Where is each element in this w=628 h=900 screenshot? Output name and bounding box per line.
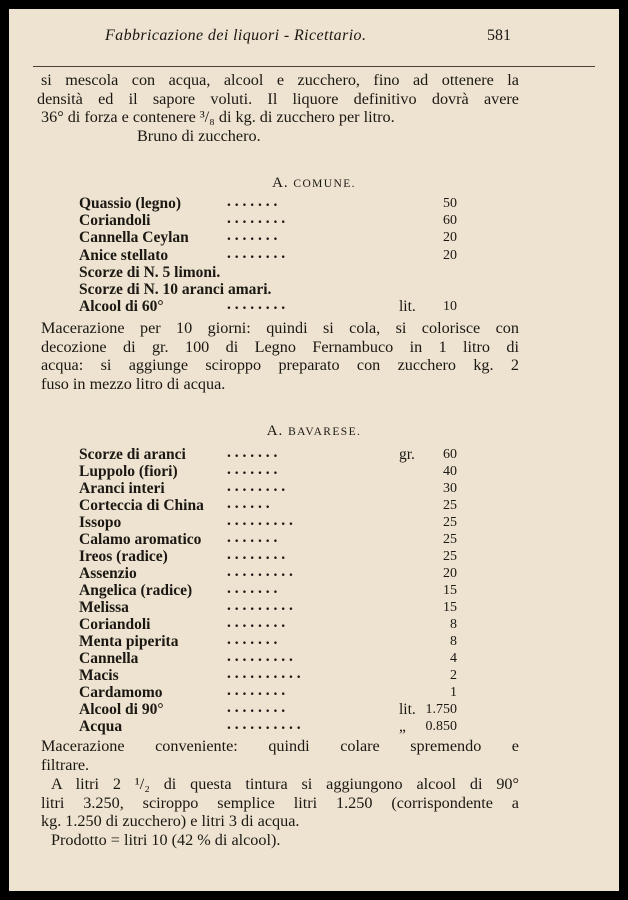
- method-line: Macerazione conveniente: quindi colare spremendo e: [41, 737, 519, 755]
- ingredient-name: Macis: [79, 667, 119, 684]
- ingredient-name: Cardamomo: [79, 684, 163, 701]
- ingredient-row: [79, 264, 499, 281]
- leader-dots: . . . . . . . .: [227, 699, 286, 716]
- ingredient-quantity: 25: [443, 515, 457, 530]
- ingredient-quantity: 10: [443, 299, 457, 315]
- ingredient-name: Angelica (radice): [79, 582, 193, 599]
- section-word: BAVARESE.: [288, 426, 362, 438]
- method-line: Macerazione per 10 giorni: quindi si cola, si colorisce con: [41, 319, 519, 337]
- leader-dots: . . . . . . . . . .: [227, 665, 301, 682]
- section-word: COMUNE.: [293, 178, 356, 190]
- ingredient-name: Alcool di 90°: [79, 701, 164, 718]
- ingredient-quantity: 25: [443, 532, 457, 547]
- recipe-heading-bruno: Bruno di zucchero.: [137, 127, 261, 145]
- intro-line: 36° di forza e contenere ³/₈ di kg. di zucchero per litro.: [41, 108, 395, 126]
- ingredient-name: Cannella Ceylan: [79, 229, 189, 247]
- addition-line: litri 3.250, sciroppo semplice litri 1.250 (corrispondente a: [41, 793, 519, 812]
- section-title-bavarese: [9, 423, 619, 440]
- ingredient-quantity: 60: [443, 447, 457, 462]
- ingredient-name: Anice stellato: [79, 246, 169, 264]
- ingredient-name: Alcool di 60°: [79, 298, 164, 316]
- method-paragraph-bavarese: [41, 737, 519, 774]
- method-line: fuso in mezzo litro di acqua.: [41, 374, 226, 393]
- ingredient-quantity: 15: [443, 583, 457, 598]
- method-line: decozione di gr. 100 di Legno Fernambuco in 1 litro di: [41, 337, 519, 356]
- ingredient-quantity: 50: [443, 196, 457, 211]
- method-line: acqua: si aggiunge sciroppo preparato con zucchero kg. 2: [41, 356, 519, 374]
- ingredient-quantity: 30: [443, 481, 457, 496]
- ingredient-quantity: 40: [443, 464, 457, 479]
- ingredient-name: Coriandoli: [79, 616, 151, 633]
- product-line: [41, 831, 519, 850]
- ingredient-unit: lit.: [399, 298, 416, 316]
- leader-dots: . . . . . . .: [227, 529, 278, 546]
- leader-dots: . . . . . . . .: [227, 210, 286, 228]
- leader-dots: . . . . . . . .: [227, 244, 286, 262]
- ingredient-quantity: 2: [450, 668, 457, 683]
- section-letter: A.: [272, 175, 289, 191]
- section-letter: A.: [266, 423, 284, 439]
- ingredient-unit: gr.: [399, 446, 415, 463]
- ingredient-quantity: 20: [443, 566, 457, 581]
- leader-dots: . . . . . . . .: [227, 682, 286, 699]
- ingredient-name: Melissa: [79, 599, 129, 616]
- ingredient-quantity: 25: [443, 498, 457, 513]
- ingredient-quantity: 1: [450, 685, 457, 700]
- addition-line: kg. 1.250 di zucchero) e litri 3 di acqua.: [41, 812, 300, 830]
- header-rule: [33, 66, 595, 67]
- leader-dots: . . . . . . . . .: [227, 512, 293, 529]
- ingredient-unit: „: [399, 718, 406, 735]
- leader-dots: . . . . . . . .: [227, 478, 286, 495]
- leader-dots: . . . . . . . . .: [227, 563, 293, 580]
- ingredient-name: Scorze di aranci: [79, 446, 186, 463]
- ingredient-name: Aranci interi: [79, 480, 165, 497]
- addition-line: A litri 2 ¹/₂ di questa tintura si aggiungono alcool di 90°: [51, 775, 519, 793]
- leader-dots: . . . . . .: [227, 495, 270, 512]
- leader-dots: . . . . . . . .: [227, 546, 286, 563]
- ingredient-quantity: 20: [443, 247, 457, 263]
- ingredient-quantity: 0.850: [425, 719, 457, 734]
- ingredient-quantity: 60: [443, 213, 457, 229]
- ingredient-name: Scorze di N. 10 aranci amari.: [79, 281, 272, 298]
- book-page: [9, 9, 619, 891]
- ingredient-quantity: 20: [443, 230, 457, 246]
- leader-dots: . . . . . . . . .: [227, 597, 293, 614]
- ingredient-name: Scorze di N. 5 limoni.: [79, 263, 221, 281]
- intro-line: densità ed il sapore voluti. Il liquore definitivo dovrà avere: [37, 89, 519, 108]
- ingredient-name: Menta piperita: [79, 633, 179, 650]
- ingredient-quantity: 15: [443, 600, 457, 615]
- ingredient-quantity: 1.750: [425, 702, 457, 717]
- ingredient-name: Cannella: [79, 650, 139, 667]
- ingredient-name: Coriandoli: [79, 212, 151, 230]
- method-line: filtrare.: [41, 755, 90, 774]
- ingredient-name: Quassio (legno): [79, 195, 182, 212]
- addition-paragraph: [41, 775, 519, 831]
- page-header: [9, 25, 619, 55]
- intro-paragraph: [37, 71, 519, 127]
- leader-dots: . . . . . . . .: [227, 296, 286, 314]
- ingredient-row: [79, 244, 499, 264]
- leader-dots: . . . . . . .: [227, 631, 278, 648]
- ingredient-name: Assenzio: [79, 565, 137, 582]
- section-title-comune: [9, 175, 619, 192]
- ingredient-quantity: 4: [450, 651, 457, 666]
- ingredient-row: [79, 718, 499, 735]
- leader-dots: . . . . . . . .: [227, 614, 286, 631]
- ingredient-quantity: 25: [443, 549, 457, 564]
- ingredient-quantity: 8: [450, 617, 457, 632]
- page-number: 581: [487, 27, 511, 44]
- ingredient-unit: lit.: [399, 701, 416, 718]
- ingredient-name: Corteccia di China: [79, 497, 204, 514]
- leader-dots: . . . . . . .: [227, 461, 278, 478]
- intro-line: si mescola con acqua, alcool e zucchero, fino ad ottenere la: [41, 71, 519, 89]
- leader-dots: . . . . . . .: [227, 444, 278, 461]
- ingredient-name: Calamo aromatico: [79, 531, 202, 548]
- ingredient-row: [79, 298, 499, 315]
- leader-dots: . . . . . . .: [227, 227, 278, 245]
- leader-dots: . . . . . . .: [227, 193, 278, 210]
- ingredient-name: Acqua: [79, 718, 123, 735]
- leader-dots: . . . . . . . . .: [227, 648, 293, 665]
- method-paragraph-comune: [41, 319, 519, 393]
- product-text: Prodotto = litri 10 (42 % di alcool).: [51, 831, 281, 849]
- ingredient-quantity: 8: [450, 634, 457, 649]
- ingredient-name: Luppolo (fiori): [79, 463, 178, 480]
- running-title: Fabbricazione dei liquori - Ricettario.: [105, 27, 367, 44]
- leader-dots: . . . . . . .: [227, 580, 278, 597]
- leader-dots: . . . . . . . . . .: [227, 716, 301, 733]
- ingredient-name: Ireos (radice): [79, 548, 168, 565]
- ingredient-name: Issopo: [79, 514, 122, 531]
